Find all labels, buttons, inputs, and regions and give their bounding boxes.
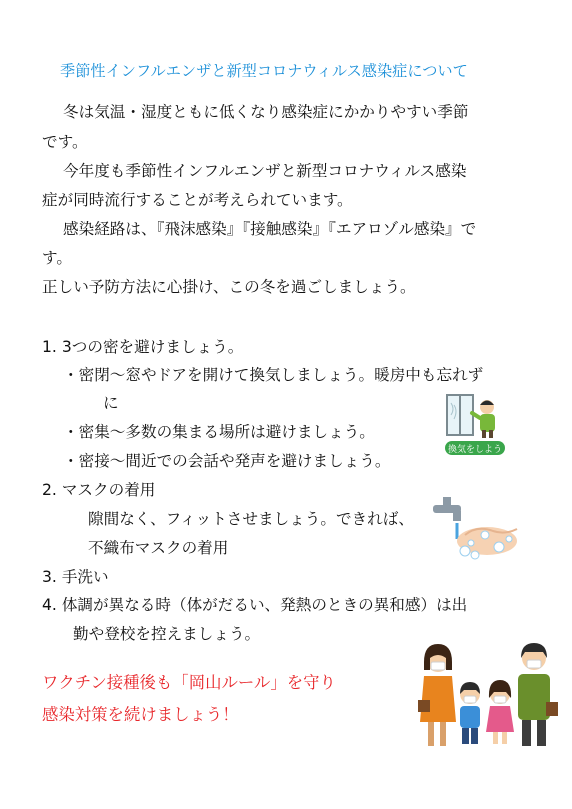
list-item: 4. 体調が異なる時（体がだるい、発熱のときの異和感）は出 [42, 596, 468, 614]
intro-line: 冬は気温・湿度ともに低くなり感染症にかかりやすい季節 [63, 103, 469, 121]
closing-message: ワクチン接種後も「岡山ルール」を守り [42, 673, 336, 692]
list-subitem: ・密閉～窓やドアを開けて換気しましょう。暖房中も忘れず [63, 366, 484, 384]
list-item: 2. マスクの着用 [42, 481, 156, 499]
intro-line: 感染経路は、『飛沫感染』『接触感染』『エアロゾル感染』で [63, 220, 477, 238]
list-subitem: 不織布マスクの着用 [88, 539, 229, 557]
intro-line: です。 [42, 133, 88, 151]
list-subitem: ・密接～間近での会話や発声を避けましょう。 [63, 452, 391, 470]
closing-message: 感染対策を続けましょう！ [42, 705, 239, 724]
list-item: 3. 手洗い [42, 568, 109, 586]
intro-line: 正しい予防方法に心掛け、この冬を過ごしましょう。 [42, 278, 416, 296]
page-title: 季節性インフルエンザと新型コロナウィルス感染症について [60, 62, 468, 80]
list-subitem: 隙間なく、フィットさせましょう。できれば、 [88, 510, 414, 528]
list-subitem: に [103, 394, 119, 412]
intro-line: 今年度も季節性インフルエンザと新型コロナウィルス感染 [63, 162, 467, 180]
list-subitem: 勤や登校を控えましょう。 [73, 625, 261, 643]
list-subitem: ・密集～多数の集まる場所は避けましょう。 [63, 423, 375, 441]
family-wearing-masks-icon [412, 640, 560, 752]
person-opening-window-icon [443, 393, 509, 459]
intro-line: す。 [42, 249, 72, 267]
intro-line: 症が同時流行することが考えられています。 [42, 191, 353, 209]
ventilation-caption: 換気をしよう [447, 445, 503, 455]
hand-washing-icon [425, 495, 523, 565]
list-item: 1. 3つの密を避けましょう。 [42, 338, 244, 356]
